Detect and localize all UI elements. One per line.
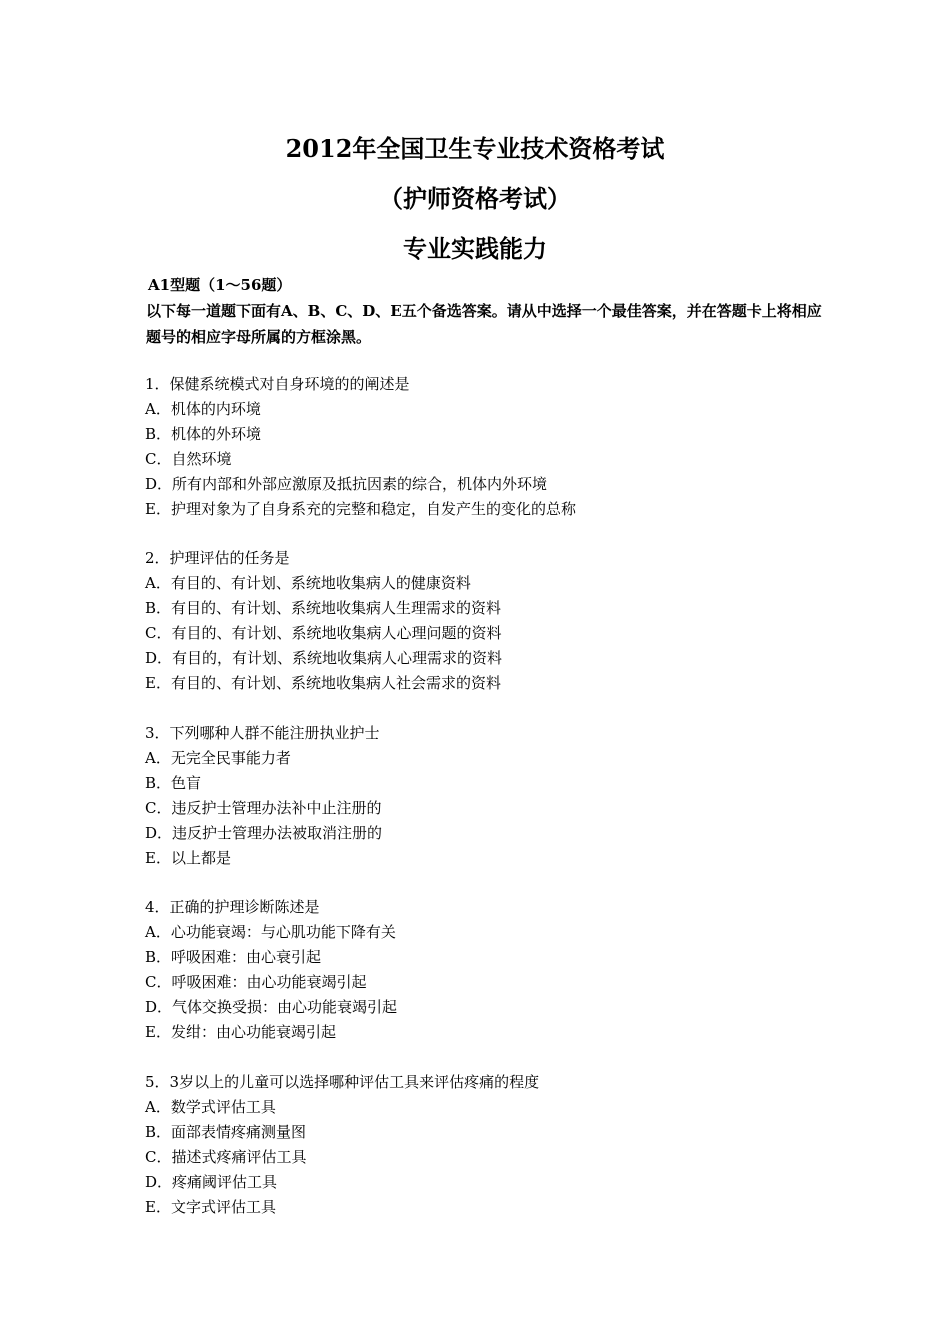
option-a: A．机体的内环境 — [145, 400, 261, 418]
option-c: C．违反护士管理办法补中止注册的 — [145, 799, 382, 817]
option-b: B．面部表情疼痛测量图 — [145, 1123, 307, 1141]
option-c: C．有目的、有计划、系统地收集病人心理问题的资料 — [145, 624, 502, 642]
option-c: C．描述式疼痛评估工具 — [145, 1148, 307, 1166]
option-e: E．以上都是 — [145, 849, 231, 867]
option-e: E．有目的、有计划、系统地收集病人社会需求的资料 — [145, 674, 501, 692]
question-stem: 3．下列哪种人群不能注册执业护士 — [145, 724, 380, 742]
option-e: E．发绀：由心功能衰竭引起 — [145, 1023, 336, 1041]
question-stem: 1．保健系统模式对自身环境的的阐述是 — [145, 375, 410, 393]
question-stem: 2．护理评估的任务是 — [145, 549, 290, 567]
exam-subtitle: （护师资格考试） — [379, 184, 571, 213]
option-a: A．有目的、有计划、系统地收集病人的健康资料 — [145, 574, 471, 592]
option-d: D．所有内部和外部应激原及抵抗因素的综合，机体内外环境 — [145, 475, 548, 493]
question-4 — [145, 895, 865, 1045]
exam-title: 2012年全国卫生专业技术资格考试 — [285, 134, 665, 163]
question-2 — [145, 546, 865, 696]
question-1 — [145, 372, 865, 522]
option-a: A．无完全民事能力者 — [145, 749, 291, 767]
option-d: D．气体交换受损：由心功能衰竭引起 — [145, 998, 398, 1016]
option-b: B．呼吸困难：由心衰引起 — [145, 948, 322, 966]
section-instructions: 以下每一道题下面有A、B、C、D、E五个备选答案。请从中选择一个最佳答案，并在答题卡上将相应题号的相应字母所属的方框涂黑。 — [146, 302, 822, 346]
option-a: A．数学式评估工具 — [145, 1098, 276, 1116]
option-d: D．违反护士管理办法被取消注册的 — [145, 824, 383, 842]
option-b: B．有目的、有计划、系统地收集病人生理需求的资料 — [145, 599, 502, 617]
section-heading: A1型题（1～56题） — [148, 276, 292, 294]
option-b: B．色盲 — [145, 774, 202, 792]
option-d: D．有目的，有计划、系统地收集病人心理需求的资料 — [145, 649, 503, 667]
question-stem: 4．正确的护理诊断陈述是 — [145, 898, 320, 916]
question-stem: 5．3岁以上的儿童可以选择哪种评估工具来评估疼痛的程度 — [145, 1073, 540, 1091]
option-c: C．呼吸困难：由心功能衰竭引起 — [145, 973, 367, 991]
option-d: D．疼痛阈评估工具 — [145, 1173, 278, 1191]
option-e: E．护理对象为了自身系充的完整和稳定，自发产生的变化的总称 — [145, 500, 576, 518]
option-c: C．自然环境 — [145, 450, 232, 468]
option-b: B．机体的外环境 — [145, 425, 262, 443]
question-5 — [145, 1070, 865, 1220]
question-3 — [145, 721, 865, 871]
option-e: E．文字式评估工具 — [145, 1198, 276, 1216]
subject-title: 专业实践能力 — [403, 234, 547, 263]
option-a: A．心功能衰竭：与心肌功能下降有关 — [145, 923, 396, 941]
